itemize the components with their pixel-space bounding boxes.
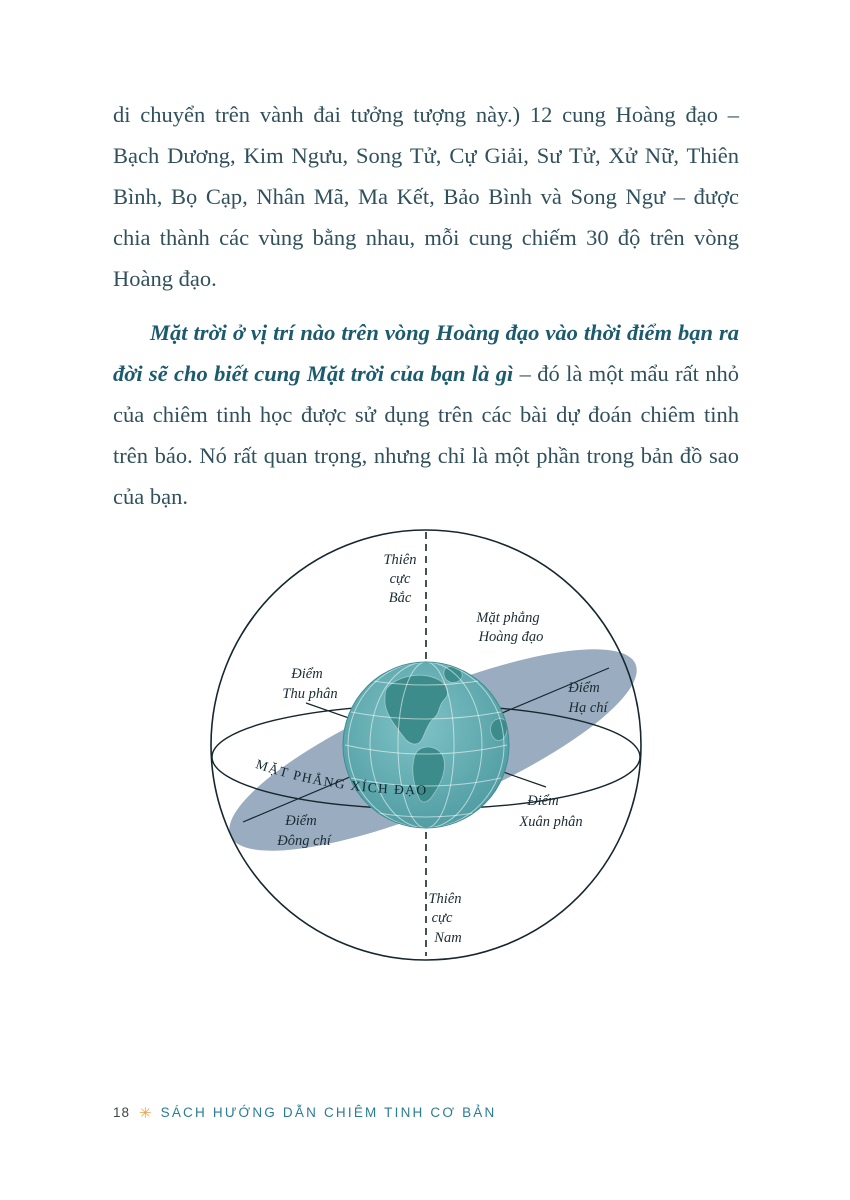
star-icon: ✳ [139, 1105, 152, 1122]
label-north-pole: cực [389, 571, 411, 587]
paragraph-sun-sign-rest: – đó là một mẩu rất nhỏ của chiêm tinh học được sử dụng trên các bài dự đoán chiêm tinh trên báo. Nó rất quan trọng, nhưng chỉ là một phần trong bản đồ sao của bạn. [113, 361, 739, 509]
label-spring-equinox: Điểm [527, 793, 559, 809]
label-summer-solstice: Hạ chí [568, 700, 608, 716]
continent-africa-edge [491, 719, 508, 741]
running-book-title: SÁCH HƯỚNG DẪN CHIÊM TINH CƠ BẢN [160, 1105, 497, 1120]
emphasis-sun-sign-sentence: Mặt trời ở vị trí nào trên vòng Hoàng đạo vào thời điểm bạn ra đời sẽ cho biết cung Mặt trời của bạn là gì [113, 320, 739, 386]
paragraph-zodiac-signs: di chuyển trên vành đai tưởng tượng này.) 12 cung Hoàng đạo – Bạch Dương, Kim Ngưu, Song Tử, Cự Giải, Sư Tử, Xử Nữ, Thiên Bình, Bọ Cạp, Nhân Mã, Ma Kết, Bảo Bình và Song Ngư – được chia thành các vùng bằng nhau, mỗi cung chiếm 30 độ trên vòng Hoàng đạo. [113, 102, 739, 291]
label-south-pole: cực [431, 910, 453, 926]
label-ecliptic-plane: Hoàng đạo [478, 629, 544, 645]
label-equatorial-plane: MẶT PHẲNG XÍCH ĐẠO [253, 756, 428, 798]
page-footer [113, 1103, 496, 1121]
label-winter-solstice: Điểm [285, 813, 317, 829]
label-north-pole: Bắc [388, 590, 412, 606]
celestial-sphere-diagram [183, 520, 673, 972]
label-spring-equinox: Xuân phân [519, 814, 583, 830]
label-autumn-equinox: Điểm [291, 666, 323, 682]
earth-globe [343, 662, 509, 828]
body-text [113, 94, 739, 517]
label-autumn-equinox: Thu phân [282, 686, 338, 702]
label-ecliptic-plane: Mặt phẳng [476, 610, 540, 626]
page-number: 18 [113, 1105, 131, 1120]
label-south-pole: Nam [434, 930, 462, 946]
label-north-pole: Thiên [383, 552, 417, 568]
label-south-pole: Thiên [428, 891, 462, 907]
label-summer-solstice: Điểm [568, 680, 600, 696]
label-winter-solstice: Đông chí [277, 833, 331, 849]
paragraph-sun-sign [113, 312, 739, 517]
